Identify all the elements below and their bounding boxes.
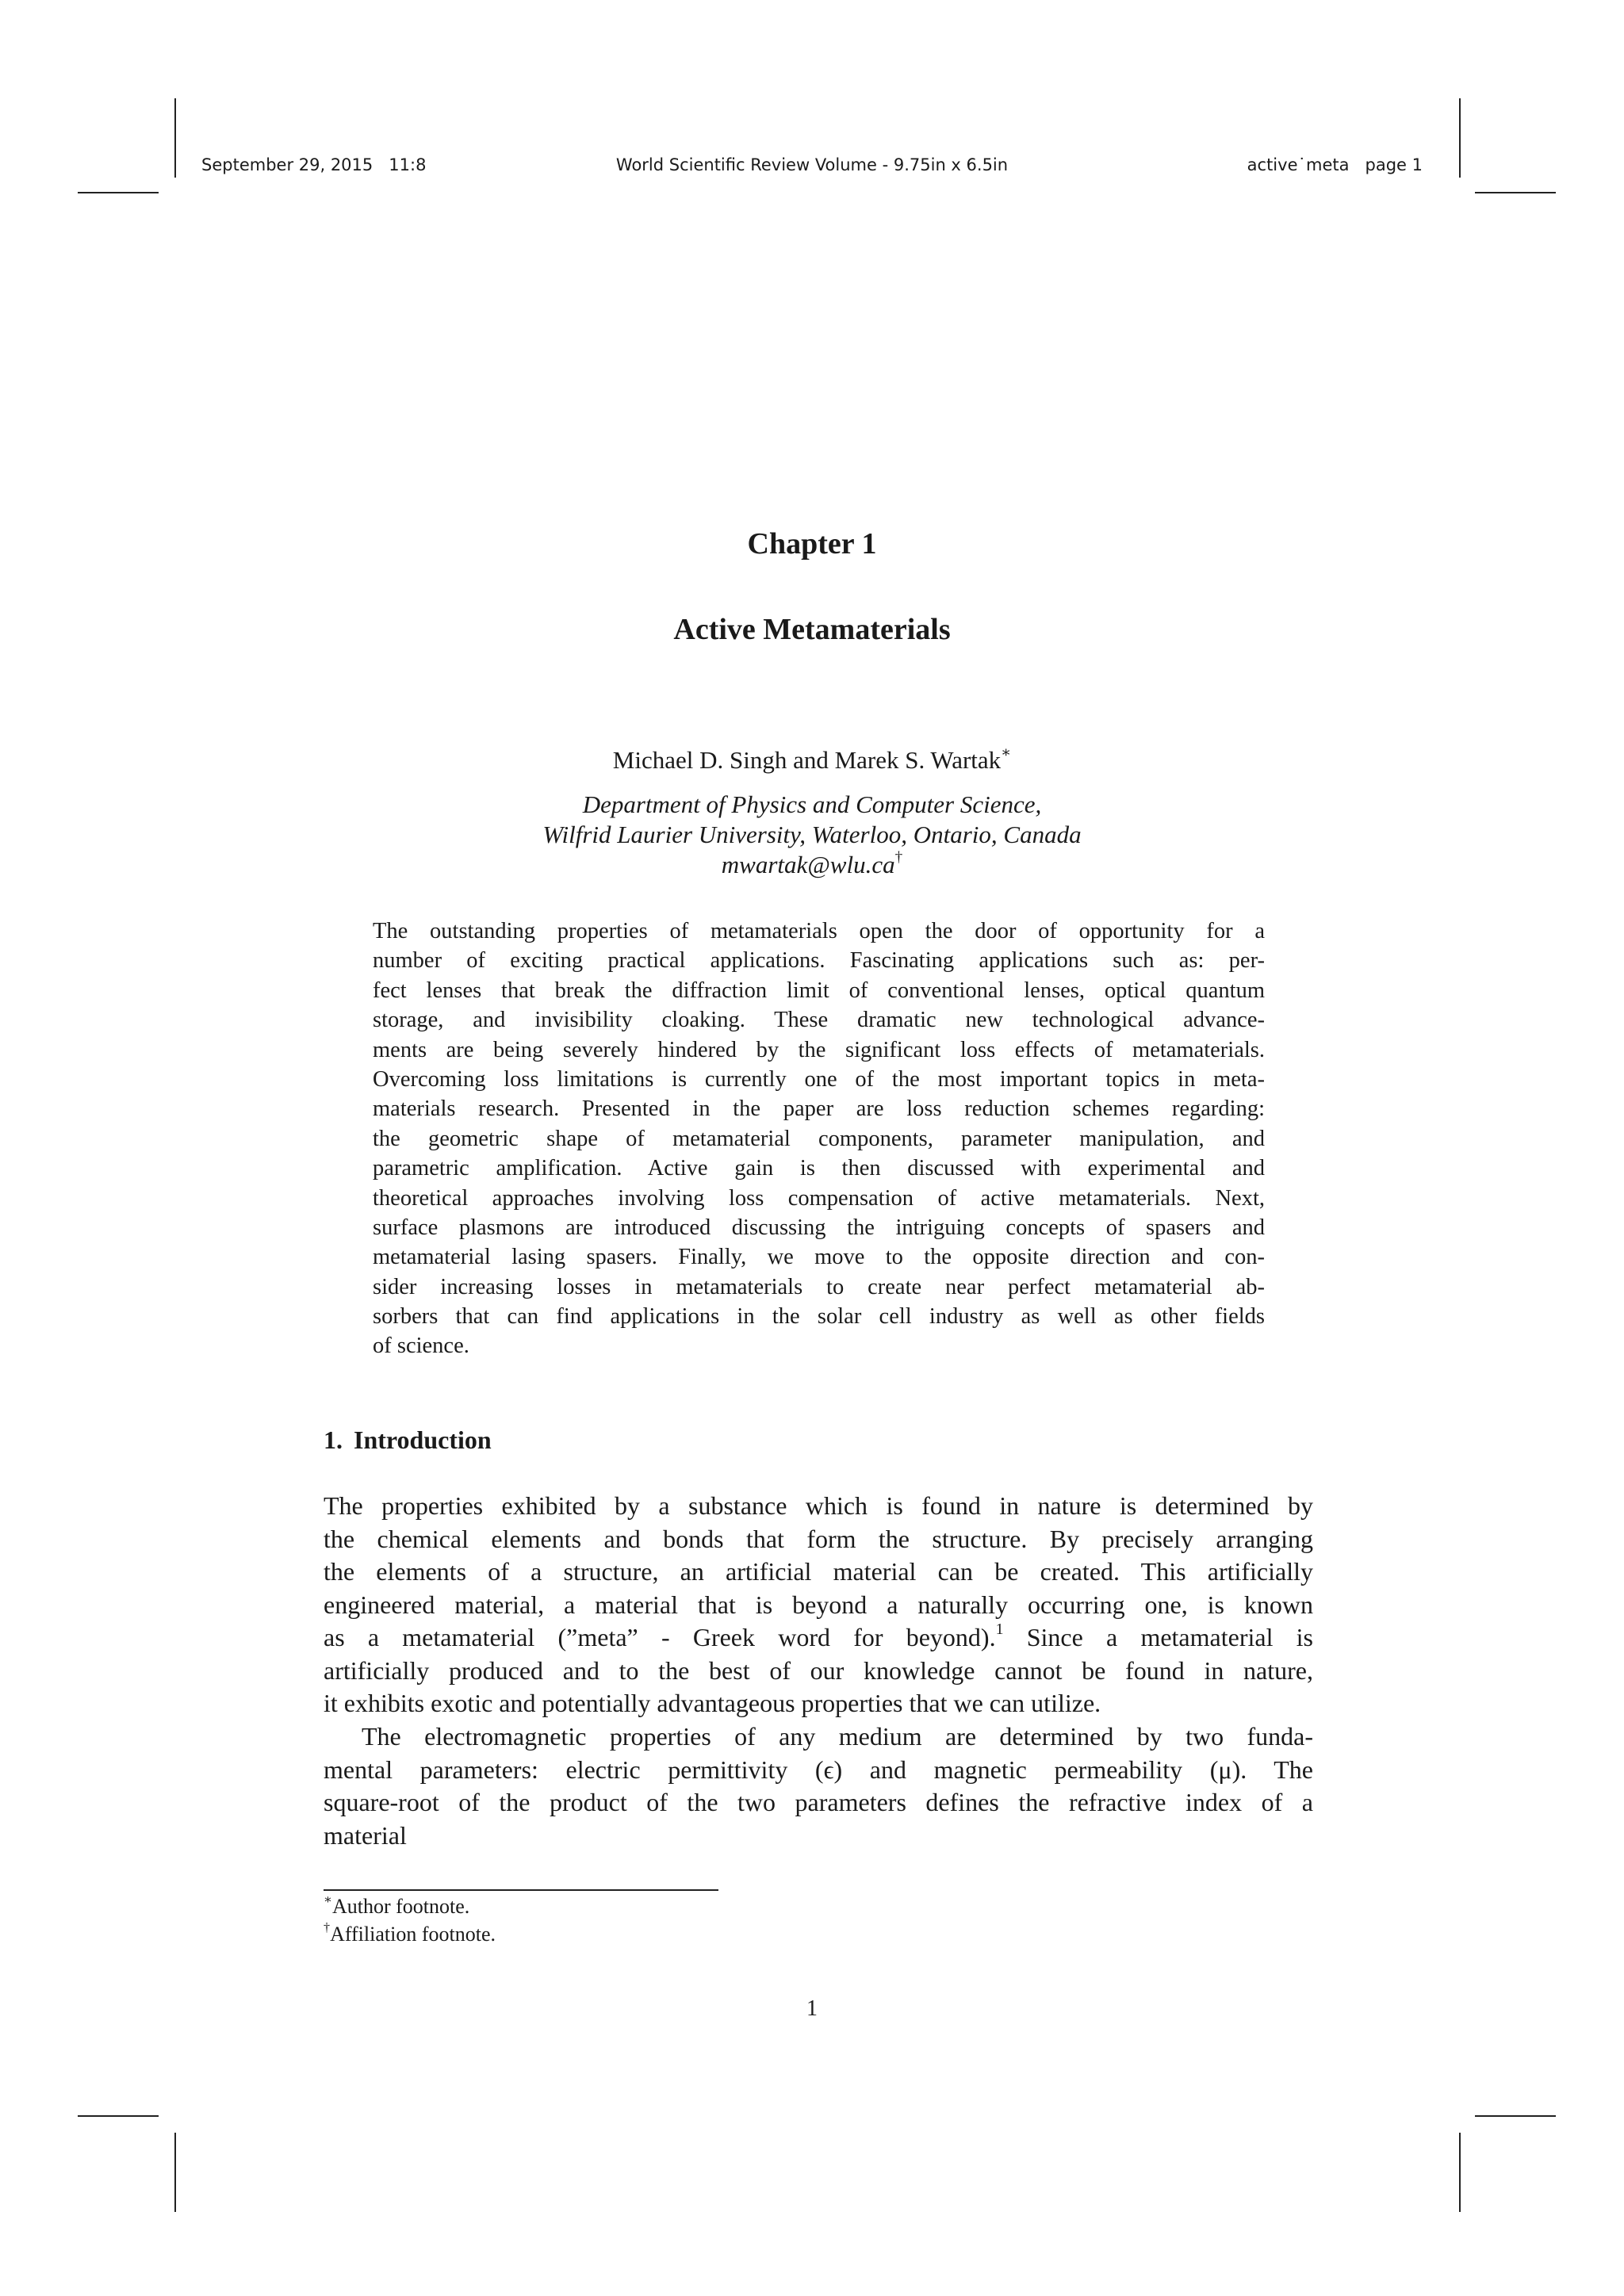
body-line: artificially produced and to the best of our knowledge cannot be found in nature,	[324, 1655, 1313, 1685]
abstract-line: theoretical approaches involving loss compensation of active metamaterials. Next,	[373, 1185, 1265, 1211]
abstract-line: ments are being severely hindered by the significant loss effects of metamaterials.	[373, 1037, 1265, 1062]
body-line-with-reference	[324, 1621, 1313, 1655]
body-line: mental parameters: electric permittivity (ϵ) and magnetic permeability (μ). The	[324, 1755, 1313, 1784]
author-names-text: Michael D. Singh and Marek S. Wartak	[612, 746, 1002, 774]
header-page-label: page 1	[1365, 155, 1423, 174]
abstract-line: surface plasmons are introduced discussing the intriguing concepts of spasers and	[373, 1215, 1265, 1240]
footnote-text: Affiliation footnote.	[330, 1923, 496, 1946]
crop-mark-bottom-left-vertical	[174, 2133, 176, 2212]
crop-mark-top-right-vertical	[1459, 98, 1461, 178]
body-line-text: as a metamaterial (”meta” - Greek word for beyond).	[324, 1623, 996, 1651]
body-line: the elements of a structure, an artificial material can be created. This artificially	[324, 1557, 1313, 1586]
body-line: The properties exhibited by a substance which is found in nature is determined by	[324, 1491, 1313, 1520]
abstract-line: storage, and invisibility cloaking. These dramatic new technological advance-	[373, 1008, 1265, 1033]
abstract-line: materials research. Presented in the paper are loss reduction schemes regarding:	[373, 1096, 1265, 1122]
body-line-text: Since a metamaterial is	[1026, 1623, 1314, 1651]
citation-reference: 1	[995, 1621, 1004, 1639]
body-paragraph-2	[324, 1720, 1313, 1852]
body-line: engineered material, a material that is beyond a naturally occurring one, is known	[324, 1590, 1313, 1619]
header-time: 11:8	[389, 155, 427, 174]
header-file-page	[1247, 155, 1423, 174]
email-footnote-mark: †	[894, 848, 903, 866]
abstract-line: number of exciting practical applications. Fascinating applications such as: per-	[373, 948, 1265, 974]
abstract-line: parametric amplification. Active gain is then discussed with experimental and	[373, 1156, 1265, 1181]
body-line: material	[324, 1820, 407, 1850]
crop-mark-bottom-right-horizontal	[1475, 2115, 1556, 2117]
crop-mark-top-right-horizontal	[1475, 192, 1556, 193]
section-title: Introduction	[354, 1425, 492, 1454]
author-email	[0, 848, 1624, 879]
author-email-text: mwartak@wlu.ca	[721, 851, 895, 878]
abstract-line: fect lenses that break the diffraction limit of conventional lenses, optical quantum	[373, 978, 1265, 1003]
footnote-mark: †	[324, 1920, 331, 1934]
footnote-text: Author footnote.	[331, 1895, 470, 1918]
abstract-line: sider increasing losses in metamaterials to create near perfect metamaterial ab-	[373, 1274, 1265, 1299]
chapter-label: Chapter 1	[747, 527, 877, 561]
body-line: the chemical elements and bonds that form the structure. By precisely arranging	[324, 1524, 1313, 1553]
abstract	[373, 916, 1265, 1361]
body-line: square-root of the product of the two parameters defines the refractive index of a	[324, 1788, 1313, 1816]
abstract-line: metamaterial lasing spasers. Finally, we move to the opposite direction and con-	[373, 1245, 1265, 1270]
header-file: active˙meta	[1247, 155, 1350, 174]
abstract-line: The outstanding properties of metamaterials open the door of opportunity for a	[373, 919, 1265, 943]
footnote-affiliation	[324, 1920, 496, 1946]
running-header	[201, 155, 1423, 179]
affiliation-line-2: Wilfrid Laurier University, Waterloo, Ontario, Canada	[542, 821, 1082, 848]
abstract-line: the geometric shape of metamaterial components, parameter manipulation, and	[373, 1126, 1265, 1151]
crop-mark-top-left-vertical	[174, 98, 176, 178]
crop-mark-bottom-left-horizontal	[78, 2115, 159, 2117]
page-number: 1	[806, 1996, 818, 2021]
abstract-line: Overcoming loss limitations is currently one of the most important topics in meta-	[373, 1066, 1265, 1092]
footnote-author	[324, 1892, 470, 1919]
crop-mark-bottom-right-vertical	[1459, 2133, 1461, 2212]
abstract-line: sorbers that can find applications in the solar cell industry as well as other fields	[373, 1304, 1265, 1330]
affiliation-line-1: Department of Physics and Computer Science,	[582, 790, 1042, 818]
header-journal: World Scientific Review Volume - 9.75in x 6.5in	[615, 155, 1009, 174]
crop-mark-top-left-horizontal	[78, 192, 159, 193]
body-paragraph-1	[324, 1490, 1313, 1720]
chapter-title: Active Metamaterials	[673, 613, 951, 646]
author-names	[0, 746, 1624, 775]
body-line: it exhibits exotic and potentially advantageous properties that we can utilize.	[324, 1689, 1101, 1717]
author-footnote-mark: ∗	[1001, 744, 1012, 761]
abstract-line: of science.	[373, 1334, 469, 1359]
footnote-mark: ∗	[324, 1892, 332, 1907]
header-date: September 29, 2015	[201, 155, 373, 174]
section-number: 1.	[324, 1425, 343, 1454]
section-heading	[324, 1425, 492, 1455]
footnote-rule	[324, 1889, 718, 1891]
body-line: The electromagnetic properties of any medium are determined by two funda-	[362, 1722, 1313, 1751]
